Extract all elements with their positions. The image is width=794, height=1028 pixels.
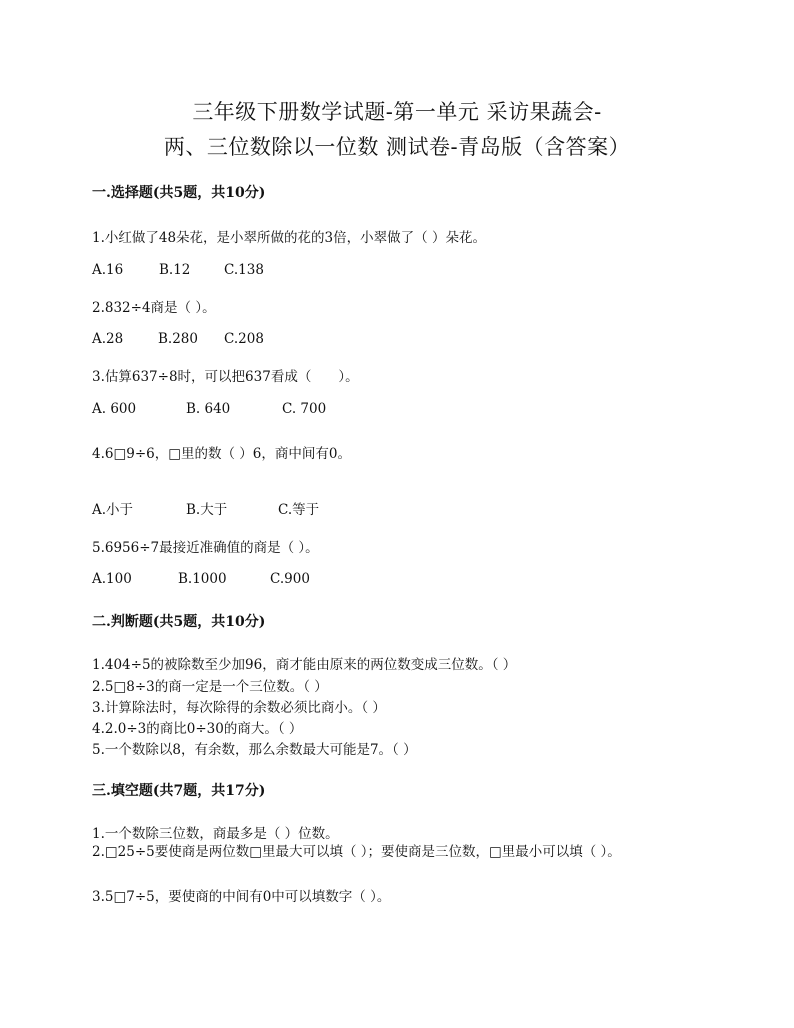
option-a: A.28 — [92, 331, 124, 347]
fill-item-3: 3.5□7÷5，要使商的中间有0中可以填数字（ ）。 — [92, 889, 391, 905]
option-b: B.280 — [158, 331, 198, 347]
question-1-4: 4.6□9÷6，□里的数（ ）6，商中间有0。 — [92, 446, 351, 462]
question-1-5: 5.6956÷7最接近准确值的商是（ ）。 — [92, 540, 319, 556]
section-3-heading: 三.填空题(共7题，共17分) — [92, 783, 266, 799]
option-a: A. 600 — [92, 401, 137, 417]
judge-item-2: 2.5□8÷3的商一定是一个三位数。（ ） — [92, 679, 328, 695]
option-a: A.16 — [92, 262, 124, 278]
option-c: C.208 — [224, 331, 264, 347]
fill-item-1: 1.一个数除三位数，商最多是（ ）位数。 — [92, 826, 339, 842]
title-line-2: 两、三位数除以一位数 测试卷-青岛版（含答案） — [163, 135, 631, 159]
title-line-1: 三年级下册数学试题-第一单元 采访果蔬会- — [192, 100, 602, 124]
question-1-3: 3.估算637÷8时，可以把637看成（ ）。 — [92, 369, 359, 385]
section-2-heading: 二.判断题(共5题，共10分) — [92, 614, 266, 630]
fill-item-2: 2.□25÷5要使商是两位数□里最大可以填（ ）；要使商是三位数，□里最小可以填（ ）。 — [92, 844, 621, 860]
judge-item-3: 3.计算除法时，每次除得的余数必须比商小。（ ） — [92, 700, 386, 716]
question-1-2: 2.832÷4商是（ ）。 — [92, 300, 216, 316]
option-c: C.等于 — [278, 502, 320, 518]
option-c: C. 700 — [282, 401, 327, 417]
option-a: A.100 — [92, 571, 132, 587]
judge-item-4: 4.2.0÷3的商比0÷30的商大。（ ） — [92, 721, 303, 737]
option-b: B.1000 — [178, 571, 227, 587]
option-c: C.900 — [270, 571, 310, 587]
section-1-heading: 一.选择题(共5题，共10分) — [92, 185, 266, 201]
option-a: A.小于 — [92, 502, 134, 518]
question-1-1: 1.小红做了48朵花，是小翠所做的花的3倍，小翠做了（ ）朵花。 — [92, 230, 486, 246]
judge-item-1: 1.404÷5的被除数至少加96，商才能由原来的两位数变成三位数。（ ） — [92, 657, 517, 673]
option-b: B. 640 — [186, 401, 231, 417]
judge-item-5: 5.一个数除以8，有余数，那么余数最大可能是7。（ ） — [92, 742, 417, 758]
option-b: B.12 — [159, 262, 191, 278]
option-b: B.大于 — [186, 502, 228, 518]
option-c: C.138 — [224, 262, 264, 278]
